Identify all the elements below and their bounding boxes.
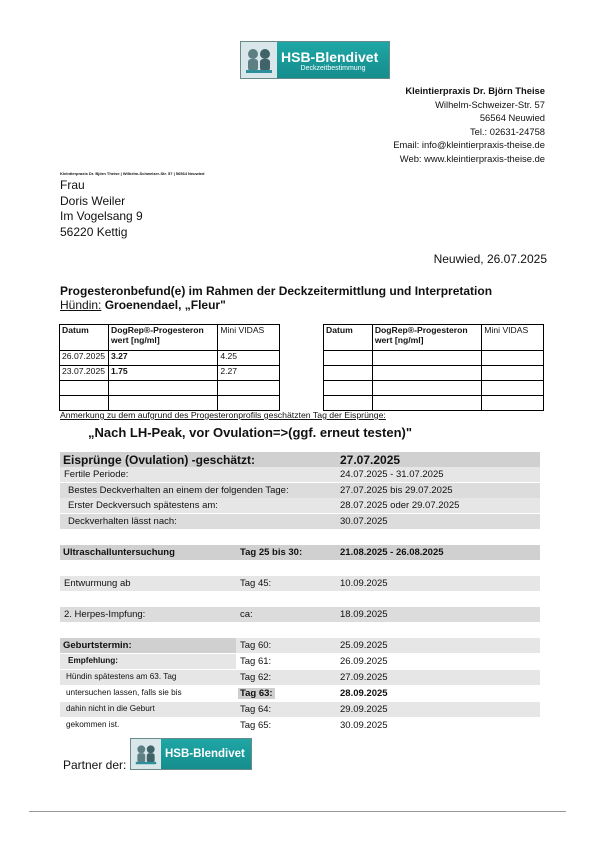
- ovulation-row: [60, 452, 540, 468]
- birth-day-row: [236, 686, 540, 701]
- cell-dogrep: 1.75: [108, 366, 217, 381]
- birth-date: 26.09.2025: [340, 656, 388, 667]
- cell-mini: 4.25: [218, 351, 280, 366]
- ultrasound-label: Ultraschalluntersuchung: [63, 547, 175, 558]
- birth-day: Tag 62:: [240, 672, 272, 683]
- cell-empty: [218, 396, 280, 411]
- logo-brand-sub: Deckzeitbestimmung: [300, 64, 366, 72]
- fertile-row: [60, 467, 540, 482]
- birth-day-highlight: Tag 63:: [240, 688, 273, 699]
- table-row: [324, 351, 544, 366]
- birth-day-row: [236, 654, 540, 669]
- first-mating-value: 28.07.2025 oder 29.07.2025: [340, 500, 460, 511]
- birth-day: Tag 60:: [240, 640, 272, 651]
- birth-day: Tag 65:: [240, 720, 272, 731]
- logo-brand-name: HSB-Blendivet: [165, 748, 245, 760]
- recommendation-label: Empfehlung:: [68, 656, 119, 665]
- cell-empty: [324, 381, 373, 396]
- deworming-row: [60, 576, 540, 591]
- cell-empty: [482, 366, 544, 381]
- ultrasound-days: Tag 25 bis 30:: [240, 547, 303, 558]
- table-row: [60, 351, 280, 366]
- sender-phone: Tel.: 02631-24758: [469, 125, 545, 137]
- cell-empty: [108, 396, 217, 411]
- cell-empty: [372, 366, 481, 381]
- best-mating-value: 27.07.2025 bis 29.07.2025: [340, 485, 453, 496]
- table-row: [324, 381, 544, 396]
- recommendation-text: untersuchen lassen, falls sie bis: [66, 688, 182, 697]
- cell-empty: [218, 381, 280, 396]
- recipient-street: Im Vogelsang 9: [60, 209, 143, 223]
- birth-date: 25.09.2025: [340, 640, 388, 651]
- birth-recommend-row: [60, 702, 236, 717]
- birth-date: 29.09.2025: [340, 704, 388, 715]
- birth-day-row: [236, 702, 540, 717]
- deworming-label: Entwurmung ab: [64, 578, 131, 589]
- recipient-address: [60, 178, 143, 240]
- cell-empty: [60, 381, 109, 396]
- cell-empty: [482, 351, 544, 366]
- partner-logo: [130, 738, 252, 770]
- birth-label: Geburtstermin:: [63, 640, 132, 651]
- recommendation-text: Hündin spätestens am 63. Tag: [66, 672, 177, 681]
- table-row: [60, 381, 280, 396]
- ovulation-label: Eisprünge (Ovulation) -geschätzt:: [63, 453, 256, 467]
- table-row: [60, 396, 280, 411]
- dog-logo-icon: [131, 739, 161, 769]
- logo-brand: [161, 739, 251, 769]
- birth-row: [60, 638, 236, 653]
- letter-date: Neuwied, 26.07.2025: [433, 252, 547, 266]
- table-row: [60, 366, 280, 381]
- cell-empty: [372, 381, 481, 396]
- first-mating-row: [60, 498, 540, 513]
- interpretation-note: Anmerkung zu dem aufgrund des Progesteronprofils geschätzten Tag der Eisprünge:: [60, 410, 386, 420]
- hsb-blendivet-logo: [240, 41, 390, 79]
- cell-empty: [372, 351, 481, 366]
- cell-empty: [372, 396, 481, 411]
- recipient-city: 56220 Kettig: [60, 224, 128, 239]
- birth-recommend-row: [60, 686, 236, 701]
- birth-day-row: [236, 718, 540, 733]
- herpes-days: ca:: [240, 609, 253, 620]
- letter-subject: Progesteronbefund(e) im Rahmen der Deckzeitermittlung und Interpretation: [60, 284, 493, 298]
- birth-day: Tag 64:: [240, 704, 272, 715]
- cell-empty: [482, 396, 544, 411]
- ovulation-date: 27.07.2025: [340, 453, 401, 467]
- cell-date: 23.07.2025: [60, 366, 109, 381]
- deworming-value: 10.09.2025: [340, 578, 388, 589]
- best-mating-row: [60, 483, 540, 498]
- ultrasound-row: [60, 545, 540, 560]
- table-header-row: [60, 325, 280, 351]
- birth-recommend-row: [60, 670, 236, 685]
- header-datum: Datum: [60, 325, 109, 351]
- fertile-label: Fertile Periode:: [64, 469, 129, 480]
- birth-recommend-row: [60, 718, 236, 733]
- table-row: [324, 396, 544, 411]
- return-address-line: Kleintierpraxis Dr. Björn Theise | Wilhelm-Schweizer-Str. 57 | 56564 Neuwied: [60, 171, 205, 176]
- sender-address: [393, 84, 545, 166]
- sender-name: Kleintierpraxis Dr. Björn Theise: [405, 85, 545, 96]
- header-mini-vidas: Mini VIDAS: [482, 325, 544, 351]
- birth-day-row: [236, 638, 540, 653]
- mating-ends-row: [60, 514, 540, 529]
- dog-name: Groenendael, „Fleur": [104, 298, 226, 312]
- sender-website: Web: www.kleintierpraxis-theise.de: [399, 152, 545, 164]
- logo-brand-name: HSB-Blendivet: [281, 48, 379, 65]
- first-mating-label: Erster Deckversuch spätestens am:: [68, 500, 218, 511]
- cell-empty: [482, 381, 544, 396]
- deworming-days: Tag 45:: [240, 578, 272, 589]
- herpes-label: 2. Herpes-Impfung:: [64, 609, 146, 620]
- cell-date: 26.07.2025: [60, 351, 109, 366]
- mating-ends-label: Deckverhalten lässt nach:: [68, 516, 177, 527]
- sender-email: Email: info@kleintierpraxis-theise.de: [393, 139, 545, 151]
- herpes-value: 18.09.2025: [340, 609, 388, 620]
- cell-empty: [324, 351, 373, 366]
- recommendation-text: gekommen ist.: [66, 720, 120, 729]
- header-datum: Datum: [324, 325, 373, 351]
- recipient-name: Doris Weiler: [60, 193, 126, 208]
- header-dogrep: DogRep®-Progesteron wert [ng/ml]: [108, 325, 217, 351]
- cell-dogrep: 3.27: [108, 351, 217, 366]
- mating-ends-value: 30.07.2025: [340, 516, 388, 527]
- logo-brand: [277, 42, 389, 78]
- best-mating-label: Bestes Deckverhalten an einem der folgenden Tage:: [68, 485, 289, 496]
- fertile-value: 24.07.2025 - 31.07.2025: [340, 469, 444, 480]
- header-dogrep: DogRep®-Progesteron wert [ng/ml]: [372, 325, 481, 351]
- cell-empty: [324, 366, 373, 381]
- progesterone-table-left: [59, 324, 280, 411]
- recipient-salutation: Frau: [60, 178, 85, 192]
- interpretation-result: „Nach LH-Peak, vor Ovulation=>(ggf. erneut testen)": [88, 425, 413, 440]
- birth-day: Tag 61:: [240, 656, 272, 667]
- birth-day-row: [236, 670, 540, 685]
- dog-line: [60, 298, 226, 312]
- birth-date: 30.09.2025: [340, 720, 388, 731]
- progesterone-table-right: [323, 324, 544, 411]
- cell-empty: [324, 396, 373, 411]
- birth-date: 27.09.2025: [340, 672, 388, 683]
- ultrasound-value: 21.08.2025 - 26.08.2025: [340, 547, 444, 558]
- birth-recommend-row: [60, 654, 236, 669]
- birth-date-highlight: 28.09.2025: [340, 688, 388, 699]
- table-header-row: [324, 325, 544, 351]
- cell-empty: [60, 396, 109, 411]
- dog-label: Hündin:: [60, 298, 102, 312]
- footer-divider: [29, 811, 566, 812]
- cell-empty: [108, 381, 217, 396]
- dog-logo-icon: [241, 42, 277, 78]
- herpes-row: [60, 607, 540, 622]
- partner-label: Partner der:: [63, 758, 127, 772]
- recommendation-text: dahin nicht in die Geburt: [66, 704, 155, 713]
- cell-mini: 2.27: [218, 366, 280, 381]
- table-row: [324, 366, 544, 381]
- sender-city: 56564 Neuwied: [479, 112, 545, 124]
- header-mini-vidas: Mini VIDAS: [218, 325, 280, 351]
- sender-street: Wilhelm-Schweizer-Str. 57: [435, 98, 545, 110]
